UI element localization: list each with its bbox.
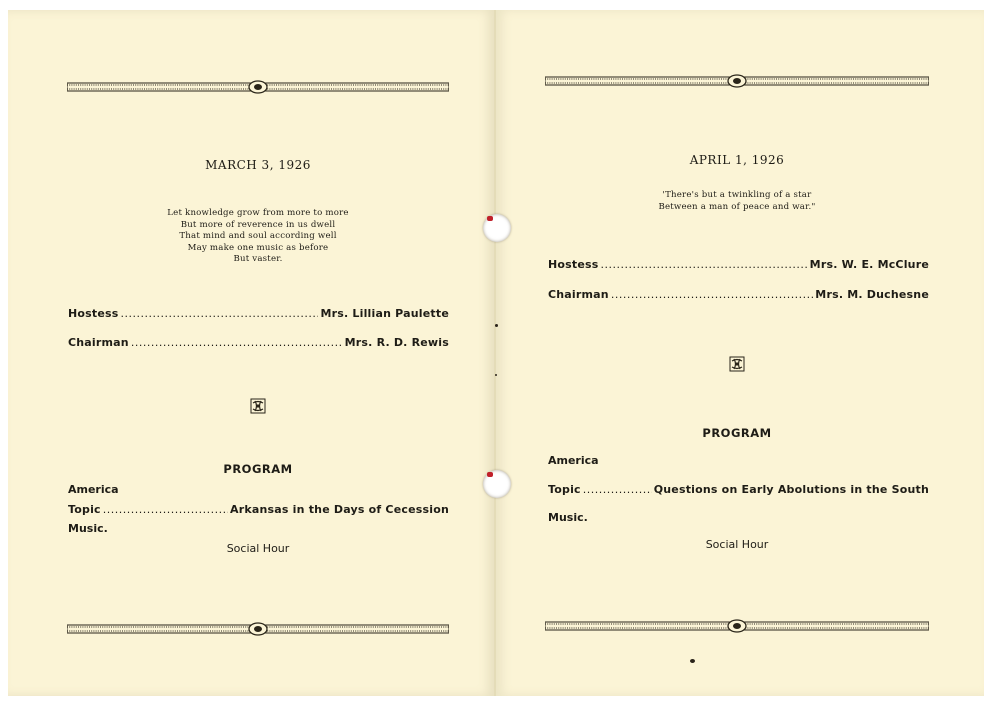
chairman-name: Mrs. R. D. Rewis [344,336,449,349]
topic-label: Topic [68,503,101,516]
leader-dots [583,483,652,496]
meeting-date: MARCH 3, 1926 [205,158,311,172]
quote-line: 'There's but a twinkling of a star [662,190,812,200]
program-item: America [548,454,599,467]
decorative-border-bottom-right [545,619,929,633]
decorative-border-top-right [545,74,929,88]
topic-row [68,503,449,516]
verse-line: That mind and soul according well [179,231,337,241]
leader-dots [601,258,808,271]
leader-dots [103,503,228,516]
decorative-border-top-left [67,80,449,94]
hostess-name: Mrs. W. E. McClure [809,258,929,271]
chairman-name: Mrs. M. Duchesne [815,288,929,301]
verse [128,208,388,266]
leader-dots [121,307,319,320]
topic-title: Questions on Early Abolutions in the South [653,483,929,496]
hostess-label: Hostess [68,307,119,320]
paper-speck [495,374,497,376]
verse-line: But vaster. [233,254,283,264]
topic-row [548,483,929,496]
hostess-name: Mrs. Lillian Paulette [320,307,449,320]
program-item: America [68,483,119,496]
topic-title: Arkansas in the Days of Cecession [230,503,449,516]
floral-ornament-icon [250,398,266,414]
music-item: Music. [68,522,108,535]
hostess-row [68,307,449,320]
leader-dots [611,288,813,301]
decorative-border-bottom-left [67,622,449,636]
quote [607,190,867,213]
left-page [8,10,494,696]
right-page [496,10,984,696]
program-heading: PROGRAM [702,426,772,440]
chairman-row [548,288,929,301]
floral-ornament-icon [729,356,745,372]
verse-line: May make one music as before [187,242,329,253]
chairman-label: Chairman [548,288,609,301]
hostess-row [548,258,929,271]
chairman-row [68,336,449,349]
paper-speck [495,324,498,327]
meeting-date: APRIL 1, 1926 [689,153,785,167]
program-heading: PROGRAM [223,462,293,476]
chairman-label: Chairman [68,336,129,349]
paper-speck [690,659,695,663]
social-hour: Social Hour [226,542,290,555]
topic-label: Topic [548,483,581,496]
hostess-label: Hostess [548,258,599,271]
leader-dots [131,336,343,349]
quote-line: Between a man of peace and war." [658,201,816,212]
verse-line: Let knowledge grow from more to more [167,208,349,218]
music-item: Music. [548,511,588,524]
binding-hole [483,214,511,242]
binding-hole [483,470,511,498]
social-hour: Social Hour [705,538,769,551]
verse-line: But more of reverence in us dwell [180,219,336,230]
